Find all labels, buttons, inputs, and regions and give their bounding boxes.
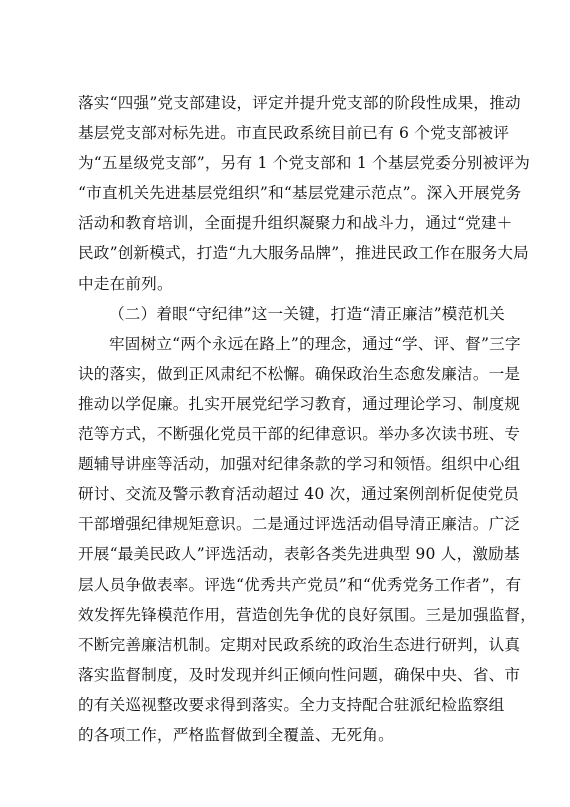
body-line: 范等方式，不断强化党员干部的纪律意识。举办多次读书班、专 [78, 425, 521, 444]
body-line: 落实“四强”党支部建设，评定并提升党支部的阶段性成果，推动 [78, 94, 521, 112]
body-line: 干部增强纪律规矩意识。二是通过评选活动倡导清正廉洁。广泛 [78, 515, 521, 534]
body-line: 中走在前列。 [78, 274, 173, 293]
body-line: 基层党支部对标先进。市直民政系统目前已有 6 个党支部被评 [78, 124, 510, 143]
body-line: 研讨、交流及警示教育活动超过 40 次，通过案例剖析促使党员 [78, 485, 520, 504]
body-line: 效发挥先锋模范作用，营造创先争优的良好氛围。三是加强监督， [78, 605, 537, 624]
body-line: 推动以学促廉。扎实开展党纪学习教育，通过理论学习、制度规 [78, 394, 521, 413]
body-line: 层人员争做表率。评选“优秀共产党员”和“优秀党务工作者”，有 [78, 575, 522, 594]
body-line: “市直机关先进基层党组织”和“基层党建示范点”。深入开展党务 [78, 184, 522, 203]
body-line: 不断完善廉洁机制。定期对民政系统的政治生态进行研判，认真 [78, 635, 521, 654]
body-line: 为“五星级党支部”，另有 1 个党支部和 1 个基层党委分别被评为 [78, 154, 531, 173]
body-line: 牢固树立“两个永远在路上”的理念，通过“学、评、督”三字 [109, 334, 521, 353]
body-line: 诀的落实，做到正风肃纪不松懈。确保政治生态愈发廉洁。一是 [78, 364, 521, 383]
section-heading: （二）着眼“守纪律”这一关键，打造“清正廉洁”模范机关 [109, 304, 505, 323]
body-line: 活动和教育培训，全面提升组织凝聚力和战斗力，通过“党建＋ [78, 214, 513, 233]
document-body [78, 88, 537, 750]
body-line: 民政”创新模式，打造“九大服务品牌”，推进民政工作在服务大局 [78, 244, 529, 263]
body-line: 的有关巡视整改要求得到落实。全力支持配合驻派纪检监察组 [78, 695, 505, 714]
body-line: 题辅导讲座等活动，加强对纪律条款的学习和领悟。组织中心组 [78, 455, 521, 474]
body-line: 落实监督制度，及时发现并纠正倾向性问题，确保中央、省、市 [78, 665, 521, 684]
body-line: 开展“最美民政人”评选活动，表彰各类先进典型 90 人，激励基 [78, 545, 520, 564]
body-line: 的各项工作，严格监督做到全覆盖、无死角。 [78, 725, 394, 744]
